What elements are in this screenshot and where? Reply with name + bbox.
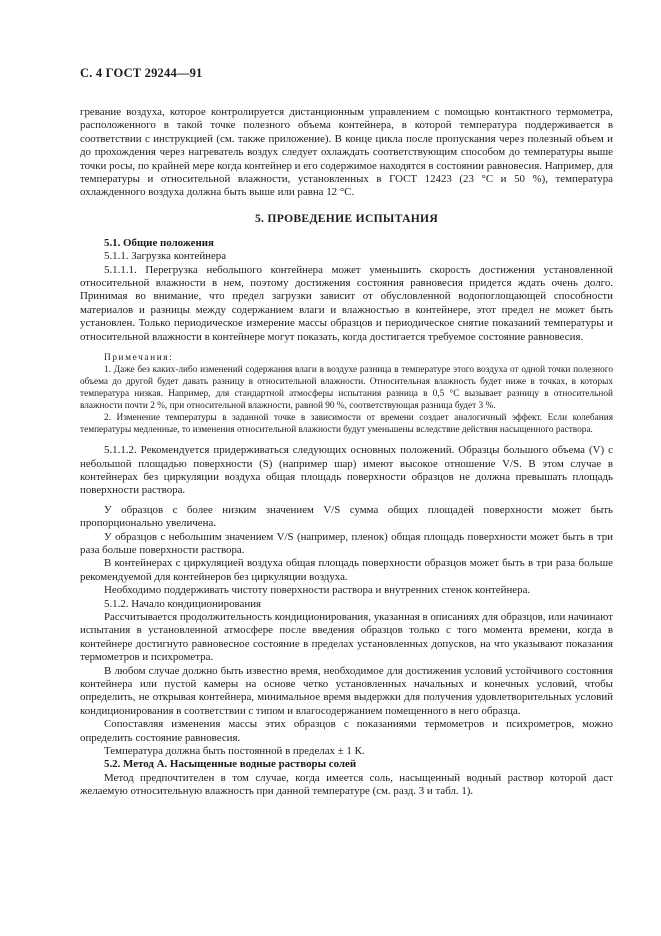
heading-5-2: 5.2. Метод А. Насыщенные водные растворы солей bbox=[104, 758, 357, 771]
heading-5-1-1: 5.1.1. Загрузка контейнера bbox=[104, 250, 227, 263]
paragraph-clean: Необходимо поддерживать чистоту поверхности раствора и внутренних стенок контейнера. bbox=[104, 584, 531, 597]
paragraph-circulation: В контейнерах с циркуляцией воздуха общая площадь поверхности образцов может быть в три раза больше рекомендуемой для контейнеров без циркуляции воздуха. bbox=[80, 557, 613, 583]
page-header: С. 4 ГОСТ 29244—91 bbox=[80, 66, 203, 80]
note-1: 1. Даже без каких-либо изменений содержания влаги в воздухе разница в температуре этого воздуха от одной точки полезного объема до другой будет давать разницу в относительной влажности. Относительная влажность будет ниже в точках, в которых температура низкая. Например, для стандартной атмосферы испытания разница в 0,5 °С вызывает разницу в относительной влажности почти 2 %, при относительной влажности, равной 90 %, соответствующая разница будет 3 %. bbox=[80, 365, 613, 412]
paragraph-vs-lower: У образцов с более низким значением V/S сумма общих площадей поверхности может быть пропорционально увеличена. bbox=[80, 503, 613, 530]
notes-block bbox=[80, 352, 613, 436]
paragraph-vs-small: У образцов с небольшим значением V/S (например, пленок) общая площадь поверхности может быть в три раза больше поверхности раствора. bbox=[80, 530, 613, 556]
paragraph-compare: Сопоставляя изменения массы этих образцов с показаниями термометров и психрометров, можно определить состояние равновесия. bbox=[80, 718, 613, 744]
paragraph-5-1-1-2: 5.1.1.2. Рекомендуется придерживаться следующих основных положений. Образцы большого объема (V) с небольшой площадью поверхности (S) (например шар) имеют высокое отношение V/S. В этом случае в контейнерах без циркуляции воздуха общая площадь поверхности образцов не должна превышать площадь поверхности раствора. bbox=[80, 444, 613, 497]
note-2: 2. Изменение температуры в заданной точке в зависимости от времени создает аналогичный эффект. Если колебания температуры медленные, то изменения относительной влажности будут уменьшены вследствие действия насыщенного раствора. bbox=[80, 413, 613, 436]
paragraph-any-case: В любом случае должно быть известно время, необходимое для достижения условий устойчивого состояния контейнера или пустой камеры на основе четко установленных начальных и конечных условий, чтобы определить, не открывая контейнера, минимальное время выдержки для получения удовлетворительных условий кондиционирования в соответствии с типом и влагосодержанием помещенного в него образца. bbox=[80, 664, 613, 717]
heading-5-1: 5.1. Общие положения bbox=[104, 236, 214, 249]
paragraph-calculation: Рассчитывается продолжительность кондиционирования, указанная в описаниях для образцов, или начинают испытания в установленной атмосфере после введения образцов только с того момента времени, когда в контейнере достигнуто равновесное состояние в пределах установленных допусков, на что указывают показания термометров и психрометра. bbox=[80, 610, 613, 664]
section-title: 5. ПРОВЕДЕНИЕ ИСПЫТАНИЯ bbox=[254, 211, 439, 225]
notes-label: Примечания: bbox=[104, 353, 174, 364]
heading-5-1-2: 5.1.2. Начало кондиционирования bbox=[104, 597, 262, 610]
paragraph-method: Метод предпочтителен в том случае, когда имеется соль, насыщенный водный раствор которой даст желаемую относительную влажность при данной температуре (см. разд. 3 и табл. 1). bbox=[80, 771, 613, 798]
paragraph-5-1-1-1: 5.1.1.1. Перегрузка небольшого контейнера может уменьшить скорость достижения установленной относительной влажности в нем, поэтому достижения состояния равновесия придется ждать очень долго. Принимая во внимание, что предел загрузки зависит от обусловленной водопоглощающей способности материалов и разницы между содержанием влаги и влажностью в контейнере, этот предел не может быть установлен. Только периодическое измерение массы образцов и периодическое снятие показаний температуры и относительной влажности в контейнере могут показать, когда достигается требуемое состояние равновесия. bbox=[80, 263, 613, 343]
paragraph-intro: гревание воздуха, которое контролируется дистанционным управлением с помощью контактного термометра, расположенного в такой точке полезного объема контейнера, в которой температура поддерживается в соответствии с инструкцией (см. также приложение). В конце цикла после пропускания через полезный объем и до прохождения через нагреватель воздух следует охлаждать соответствующим способом до температуры выше точки росы, по крайней мере когда контейнер и его содержимое находятся в состоянии равновесия. Например, для температуры и относительной влажности, установленных в ГОСТ 12423 (23 °С и 50 %), температура охлажденного воздуха должна быть выше или равна 12 °С. bbox=[80, 106, 613, 199]
paragraph-temperature: Температура должна быть постоянной в пределах ± 1 К. bbox=[104, 745, 365, 758]
